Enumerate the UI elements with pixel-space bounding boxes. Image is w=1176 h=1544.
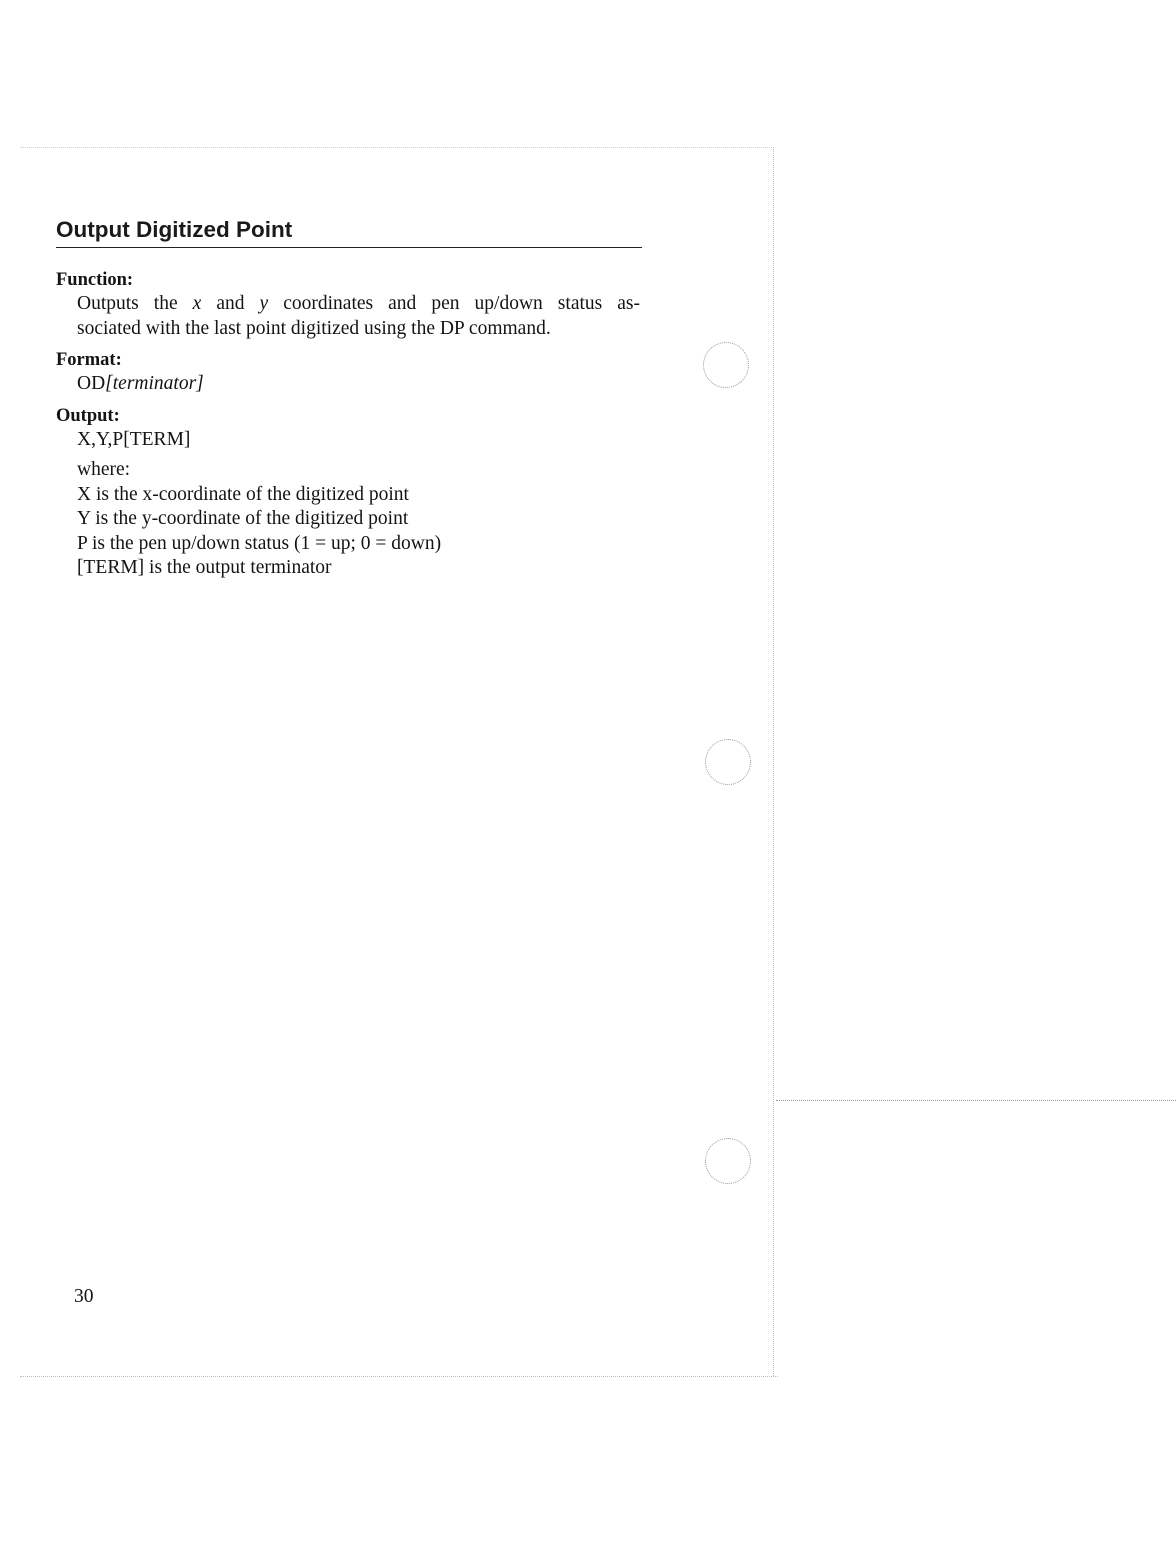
function-text-start: Outputs the — [77, 293, 193, 314]
output-item-y: Y is the y-coordinate of the digitized point — [77, 508, 409, 529]
format-argument: [terminator] — [105, 373, 204, 394]
function-description — [56, 292, 640, 341]
format-command: OD — [77, 373, 106, 394]
page-edge-bottom — [20, 1376, 778, 1377]
function-text-y: y — [259, 293, 269, 314]
format-syntax — [56, 372, 646, 397]
page-edge-right — [773, 147, 774, 1376]
output-item-term: [TERM] is the output terminator — [77, 557, 332, 578]
output-label: Output: — [56, 405, 120, 426]
binder-hole-icon — [705, 1138, 751, 1184]
binder-hole-icon — [705, 739, 751, 785]
function-text-x: x — [192, 293, 202, 314]
page-edge-top — [20, 147, 772, 148]
function-label: Function: — [56, 270, 134, 290]
binder-hole-icon — [703, 342, 749, 388]
function-description-line-1 — [77, 292, 640, 317]
adjacent-page-edge — [776, 1100, 1176, 1101]
function-text-end: coordinates and pen up/down status as- — [268, 293, 640, 314]
output-syntax: X,Y,P[TERM] — [77, 428, 191, 450]
page-content — [56, 214, 646, 581]
section-title: Output Digitized Point — [56, 214, 642, 248]
format-label: Format: — [56, 350, 122, 370]
function-description-line-2: sociated with the last point digitized using the DP command. — [77, 317, 551, 339]
function-text-and: and — [201, 293, 260, 314]
output-item-x: X is the x-coordinate of the digitized point — [77, 483, 409, 505]
page-number: 30 — [74, 1286, 94, 1307]
output-item-p: P is the pen up/down status (1 = up; 0 = down) — [77, 532, 442, 554]
output-where-label: where: — [77, 459, 131, 480]
